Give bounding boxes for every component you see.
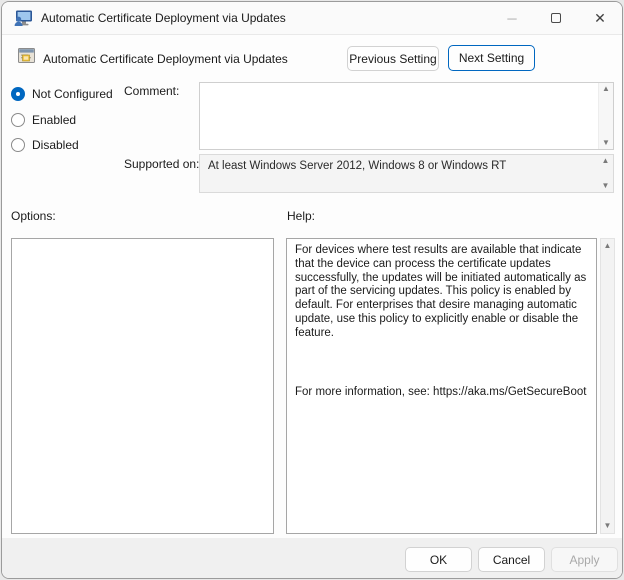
- radio-label: Not Configured: [32, 86, 113, 101]
- scroll-down-icon[interactable]: ▼: [603, 521, 612, 530]
- supported-scrollbar[interactable]: [598, 155, 613, 192]
- maximize-icon[interactable]: [534, 2, 578, 34]
- window-controls: [490, 2, 622, 34]
- supported-on-value: At least Windows Server 2012, Windows 8 or Windows RT: [208, 160, 507, 172]
- scroll-down-icon[interactable]: ▼: [601, 181, 610, 190]
- close-icon[interactable]: ✕: [594, 10, 606, 26]
- radio-not-configured[interactable]: [11, 86, 113, 101]
- cancel-button[interactable]: Cancel: [478, 547, 545, 572]
- policy-setting-icon: [18, 48, 35, 63]
- title-bar: [2, 2, 622, 35]
- scroll-down-icon[interactable]: ▼: [602, 138, 610, 147]
- help-label: Help:: [287, 209, 316, 223]
- help-text: For devices where test results are available that indicate that the device can process the certificate updates successfully, the updates will be initiated automatically as part of the servicing updates. This policy is enabled by default. For enterprises that desire managing automatic update, use this policy to explicitly enable or disable the feature.: [295, 244, 587, 339]
- comment-label: Comment:: [124, 84, 180, 98]
- options-panel: [11, 238, 274, 534]
- next-setting-button[interactable]: Next Setting: [448, 45, 535, 71]
- previous-setting-button[interactable]: Previous Setting: [347, 46, 439, 71]
- policy-name: Automatic Certificate Deployment via Updates: [43, 52, 288, 66]
- policy-setting-dialog: [1, 1, 623, 579]
- gpedit-app-icon: [14, 10, 33, 27]
- scroll-up-icon[interactable]: ▲: [602, 84, 610, 93]
- apply-button: Apply: [551, 547, 618, 572]
- radio-label: Disabled: [32, 137, 79, 152]
- comment-scrollbar[interactable]: [598, 83, 613, 149]
- supported-on-textbox[interactable]: [199, 154, 614, 193]
- radio-dot: [11, 87, 25, 101]
- scroll-up-icon[interactable]: ▲: [603, 241, 612, 250]
- radio-dot: [11, 113, 25, 127]
- radio-dot: [11, 138, 25, 152]
- radio-disabled[interactable]: [11, 137, 79, 152]
- comment-textarea[interactable]: [199, 82, 614, 150]
- help-scrollbar[interactable]: [600, 238, 615, 534]
- help-panel: [286, 238, 597, 534]
- radio-enabled[interactable]: [11, 112, 76, 127]
- supported-on-label: Supported on:: [124, 157, 200, 171]
- ok-button[interactable]: OK: [405, 547, 472, 572]
- radio-label: Enabled: [32, 112, 77, 127]
- scroll-up-icon[interactable]: ▲: [601, 156, 610, 165]
- options-label: Options:: [11, 209, 56, 223]
- window-title: Automatic Certificate Deployment via Updates: [41, 11, 286, 25]
- help-link-text: For more information, see: https://aka.ms/GetSecureBoot: [295, 385, 587, 398]
- minimize-icon[interactable]: ─: [507, 10, 517, 26]
